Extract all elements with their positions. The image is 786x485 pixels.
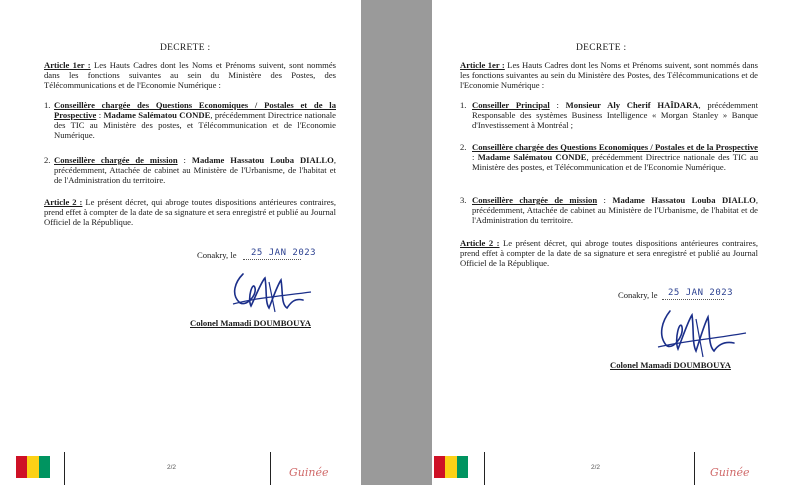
page-number: 2/2: [167, 464, 177, 471]
item-number: 2.: [44, 155, 51, 165]
article-2-paragraph: [44, 197, 336, 227]
appointment-item-1: Conseillère chargée des Questions Economiques / Postales et de la Prospective : Madame Salématou CONDE, précédemment Directrice nationale des TIC au Ministère des postes, et Télécommunication et de l'Economie Numérique.: [54, 100, 336, 140]
article-2-paragraph: [460, 238, 758, 268]
appointment-role: Conseiller Principal: [472, 100, 550, 110]
decree-heading: DECRETE :: [576, 43, 627, 53]
article-2-text: Le présent décret, qui abroge toutes dispositions antérieures contraires, prend effet à compter de la date de sa signature et sera enregistré et publié au Journal Officiel de la République.: [44, 197, 337, 227]
place-label: Conakry, le: [618, 290, 658, 300]
scanner-gutter: [361, 0, 432, 485]
appointment-details: , précédemment, Attachée de cabinet au Ministère de l'Urbanisme, de l'habitat et de l'Administration du territoire.: [54, 155, 336, 185]
signatory-name: Colonel Mamadi DOUMBOUYA: [610, 360, 731, 370]
article-2-text: Le présent décret, qui abroge toutes dispositions antérieures contraires, prend effet à compter de la date de sa signature et sera enregistré et publié au Journal Officiel de la République.: [460, 238, 758, 268]
guinee-brand-logo: Guinée: [710, 466, 750, 479]
article-1-paragraph: [44, 60, 336, 90]
footer-divider: [484, 452, 485, 485]
appointment-role: Conseillère chargée des Questions Economiques / Postales et de la Prospective: [54, 100, 336, 120]
item-number: 1.: [460, 100, 467, 110]
date-stamp: 25 JAN 2023: [251, 248, 317, 258]
footer-divider: [64, 452, 65, 485]
article-1-text: Les Hauts Cadres dont les Noms et Prénoms suivent, sont nommés dans les fonctions suivantes au sein du Ministère des Postes, des Télécommunications et de l'Economie Numérique :: [460, 60, 759, 90]
item-number: 2.: [460, 142, 467, 152]
article-1-paragraph: [460, 60, 758, 90]
appointment-details: , précédemment Directrice nationale des TIC au Ministère des postes, et Télécommunication et de l'Economie Numérique.: [472, 152, 758, 172]
appointment-details: , précédemment Directrice nationale des TIC au Ministère des postes, et Télécommunication et de l'Economie Numérique.: [54, 110, 336, 140]
appointment-details: , précédemment Responsable des systèmes Business Intelligence « Morgan Stanley » Banque d'Investissement à Montréal ;: [472, 100, 758, 130]
appointment-role: Conseillère chargée des Questions Economiques / Postales et de la Prospective: [472, 142, 758, 152]
article-1-label: Article 1er :: [44, 60, 91, 70]
article-2-label: Article 2 :: [44, 197, 83, 207]
appointee-name: Madame Salématou CONDE: [477, 152, 587, 162]
appointee-name: Madame Hassatou Louba DIALLO: [612, 195, 756, 205]
article-2-label: Article 2 :: [460, 238, 500, 248]
appointment-role: Conseillère chargée de mission: [472, 195, 598, 205]
item-number: 3.: [460, 195, 467, 205]
appointment-item-1: Conseiller Principal : Monsieur Aly Cherif HAÏDARA, précédemment Responsable des systèmes Business Intelligence « Morgan Stanley » Banque d'Investissement à Montréal ;: [472, 100, 758, 130]
article-1-text: Les Hauts Cadres dont les Noms et Prénoms suivent, sont nommés dans les fonctions suivantes au sein du Ministère des Postes, des Télécommunications et de l'Economie Numérique :: [44, 60, 336, 90]
appointee-name: Monsieur Aly Cherif HAÏDARA: [565, 100, 699, 110]
appointment-role: Conseillère chargée de mission: [54, 155, 178, 165]
appointee-name: Madame Hassatou Louba DIALLO: [191, 155, 334, 165]
decree-heading: DECRETE :: [160, 43, 211, 53]
place-label: Conakry, le: [197, 250, 237, 260]
appointment-item-3: Conseillère chargée de mission : Madame Hassatou Louba DIALLO, précédemment, Attachée de cabinet au Ministère de l'Urbanisme, de l'habitat et de l'Administration du territoire.: [472, 195, 758, 225]
footer-divider: [270, 452, 271, 485]
appointment-item-2: Conseillère chargée de mission : Madame Hassatou Louba DIALLO, précédemment, Attachée de cabinet au Ministère de l'Urbanisme, de l'habitat et de l'Administration du territoire.: [54, 155, 336, 185]
guinea-flag-icon: [16, 456, 50, 478]
document-page-right: [432, 0, 786, 485]
page-number: 2/2: [591, 464, 601, 471]
appointment-details: , précédemment, Attachée de cabinet au Ministère de l'Urbanisme, de l'habitat et de l'Administration du territoire.: [472, 195, 758, 225]
footer-divider: [694, 452, 695, 485]
signatory-name: Colonel Mamadi DOUMBOUYA: [190, 318, 311, 328]
guinea-flag-icon: [434, 456, 468, 478]
date-line: [243, 259, 301, 260]
date-stamp: 25 JAN 2023: [668, 288, 734, 298]
item-number: 1.: [44, 100, 51, 110]
appointee-name: Madame Salématou CONDE: [103, 110, 211, 120]
handwritten-signature: [225, 268, 315, 318]
guinee-brand-logo: Guinée: [289, 466, 329, 479]
appointment-item-2: Conseillère chargée des Questions Economiques / Postales et de la Prospective : Madame Salématou CONDE, précédemment Directrice nationale des TIC au Ministère des postes, et Télécommunication et de l'Economie Numérique.: [472, 142, 758, 172]
handwritten-signature: [650, 305, 750, 363]
date-line: [662, 299, 724, 300]
article-1-label: Article 1er :: [460, 60, 505, 70]
document-page-left: [0, 0, 361, 485]
